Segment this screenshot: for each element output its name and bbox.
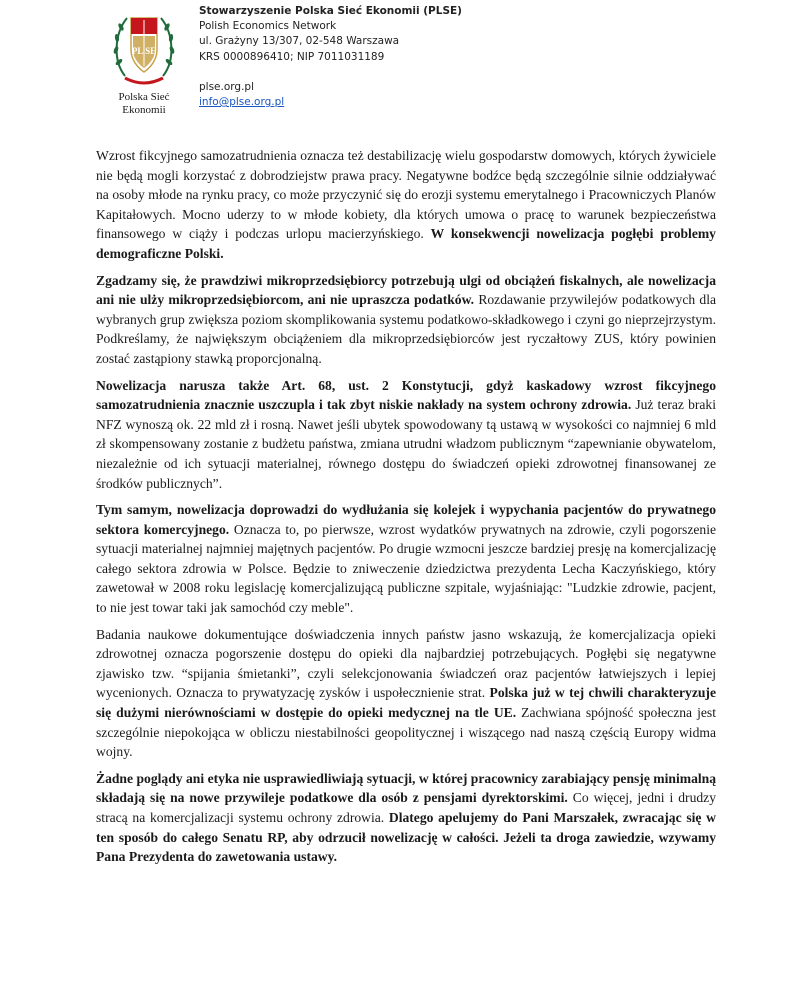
paragraph-3-text: Już teraz braki NFZ wynoszą ok. 22 mld zł i rosną. Nawet jeśli ubytek spowodowany tą ustawą w wysokości co najmniej 6 mld zł skompensowany zostanie z budżetu państwa, zmiana utrudni władzom publicznym “zapewnianie obywatelom, niezależnie od ich sytuacji materialnej, równego dostępu do świadczeń opieki zdrowotnej finansowanej ze środków publicznych”.	[96, 397, 716, 491]
logo-caption-line1: Polska Sieć	[118, 91, 170, 103]
paragraph-3-emphasis: Nowelizacja narusza także Art. 68, ust. 2 Konstytucji, gdyż kaskadowy wzrost fikcyjnego samozatrudnienia znacznie uszczupla i tak zbyt niskie nakłady na system ochrony zdrowia.	[96, 377, 716, 413]
paragraph-6-appeal: Dlatego apelujemy do Pani Marszałek, zwracając się w ten sposób do całego Senatu RP, aby odrzucił nowelizację w całości. Jeżeli ta droga zawiedzie, wzywamy Pana Prezydenta do zawetowania ustawy.	[96, 810, 716, 865]
organization-name-english: Polish Economics Network	[199, 20, 337, 33]
body-paragraph-2	[96, 271, 716, 369]
paragraph-5-text: Badania naukowe dokumentujące doświadczenia innych państw jasno wskazują, że komercjalizacja opieki zdrowotnej oznacza pogorszenie dostępu do opieki dla najbardziej potrzebujących. Pogłębi się negatywne zjawisko tzw. “spijania śmietanki”, czyli selekcjonowania świadczeń oraz pacjentów łatwiejszych i lepiej wycenionych. Oznacza to prywatyzację zysków i uspołecznienie strat.	[96, 626, 716, 701]
body-paragraph-4	[96, 500, 716, 618]
paragraph-4-text: Oznacza to, po pierwsze, wzrost wydatków prywatnych na zdrowie, czyli pogorszenie sytuacji materialnej najmniej majętnych pacjentów. Po drugie wzmocni jeszcze bardziej presję na komercjalizację całego sektora zdrowia w Polsce. Będzie to zniweczenie dziedzictwa prezydenta Lecha Kaczyńskiego, który zawetował w 2008 roku legislację komercjalizującą publiczne szpitale, wyjaśniając: "Ludzkie zdrowie, pacjent, to nie jest towar taki jak samochód czy meble".	[96, 521, 717, 616]
paragraph-4-emphasis: Tym samym, nowelizacja doprowadzi do wydłużania się kolejek i wypychania pacjentów do prywatnego sektora komercyjnego.	[96, 502, 716, 537]
paragraph-1-text: Wzrost fikcyjnego samozatrudnienia oznacza też destabilizację wielu gospodarstw domowych, których żywiciele nie będą mogli korzystać z dobrodziejstw prawa pracy. Negatywne bodźce będą szczególnie silnie oddziaływać na osoby młode na rynku pracy, co może przyczynić się do erozji systemu emerytalnego i Pracowniczych Planów Kapitałowych. Mocno uderzy to w młode kobiety, dla których umowa o pracę to warunek bezpieczeństwa finansowego w ciąży i podczas urlopu macierzyńskiego.	[96, 148, 716, 242]
paragraph-1-emphasis: W konsekwencji nowelizacja pogłębi problemy demograficzne Polski.	[96, 226, 716, 261]
organization-logo	[108, 6, 180, 117]
organization-name: Stowarzyszenie Polska Sieć Ekonomii (PLSE)	[199, 5, 462, 17]
body-paragraph-6	[96, 769, 716, 867]
body-paragraph-3	[96, 376, 716, 494]
organization-address: ul. Grażyny 13/307, 02-548 Warszawa	[199, 35, 400, 48]
paragraph-2-text: Rozdawanie przywilejów podatkowych dla wybranych grup zwiększa poziom skomplikowania systemu podatkowo-składkowego i czyni go nieprzejrzystym. Podkreślamy, że największym obciążeniem dla mikroprzedsiębiorców jest ryczałtowy ZUS, który powinien zostać zastąpiony stawką proporcjonalną.	[96, 292, 716, 366]
registry-numbers: KRS 0000896410; NIP 7011031189	[199, 50, 385, 63]
body-paragraph-1	[96, 146, 716, 264]
paragraph-5-emphasis: Polska już w tej chwili charakteryzuje się dużymi nierównościami w dostępie do opieki medycznej na tle UE.	[96, 685, 716, 721]
website-text: plse.org.pl	[199, 80, 254, 93]
letter-body	[96, 146, 716, 867]
paragraph-5-text-end: Zachwiana spójność społeczna jest szczególnie niepokojąca w obliczu niestabilności geopolitycznej i wiszącego nad naszą częścią Europy widma wojny.	[96, 705, 716, 760]
paragraph-6-emphasis: Żadne poglądy ani etyka nie usprawiedliwiają sytuacji, w której pracownicy zarabiający pensję minimalną składają się na nowe przywileje podatkowe dla osób z pensjami dyrektorskimi.	[96, 770, 716, 806]
logo-caption-line2: Ekonomii	[122, 104, 166, 116]
plse-emblem-icon	[111, 6, 177, 90]
paragraph-6-text: Co więcej, jedni i drudzy stracą na komercjalizacji systemu ochrony zdrowia.	[96, 790, 716, 825]
logo-initials: PL SE	[131, 46, 157, 56]
body-paragraph-5	[96, 625, 716, 762]
paragraph-2-emphasis: Zgadzamy się, że prawdziwi mikroprzedsiębiorcy potrzebują ulgi od obciążeń fiskalnych, ale nowelizacja ani nie ulży mikroprzedsiębiorcom, ani nie upraszcza podatków.	[96, 272, 716, 308]
email-link[interactable]: info@plse.org.pl	[199, 96, 285, 109]
letterhead	[199, 4, 462, 110]
